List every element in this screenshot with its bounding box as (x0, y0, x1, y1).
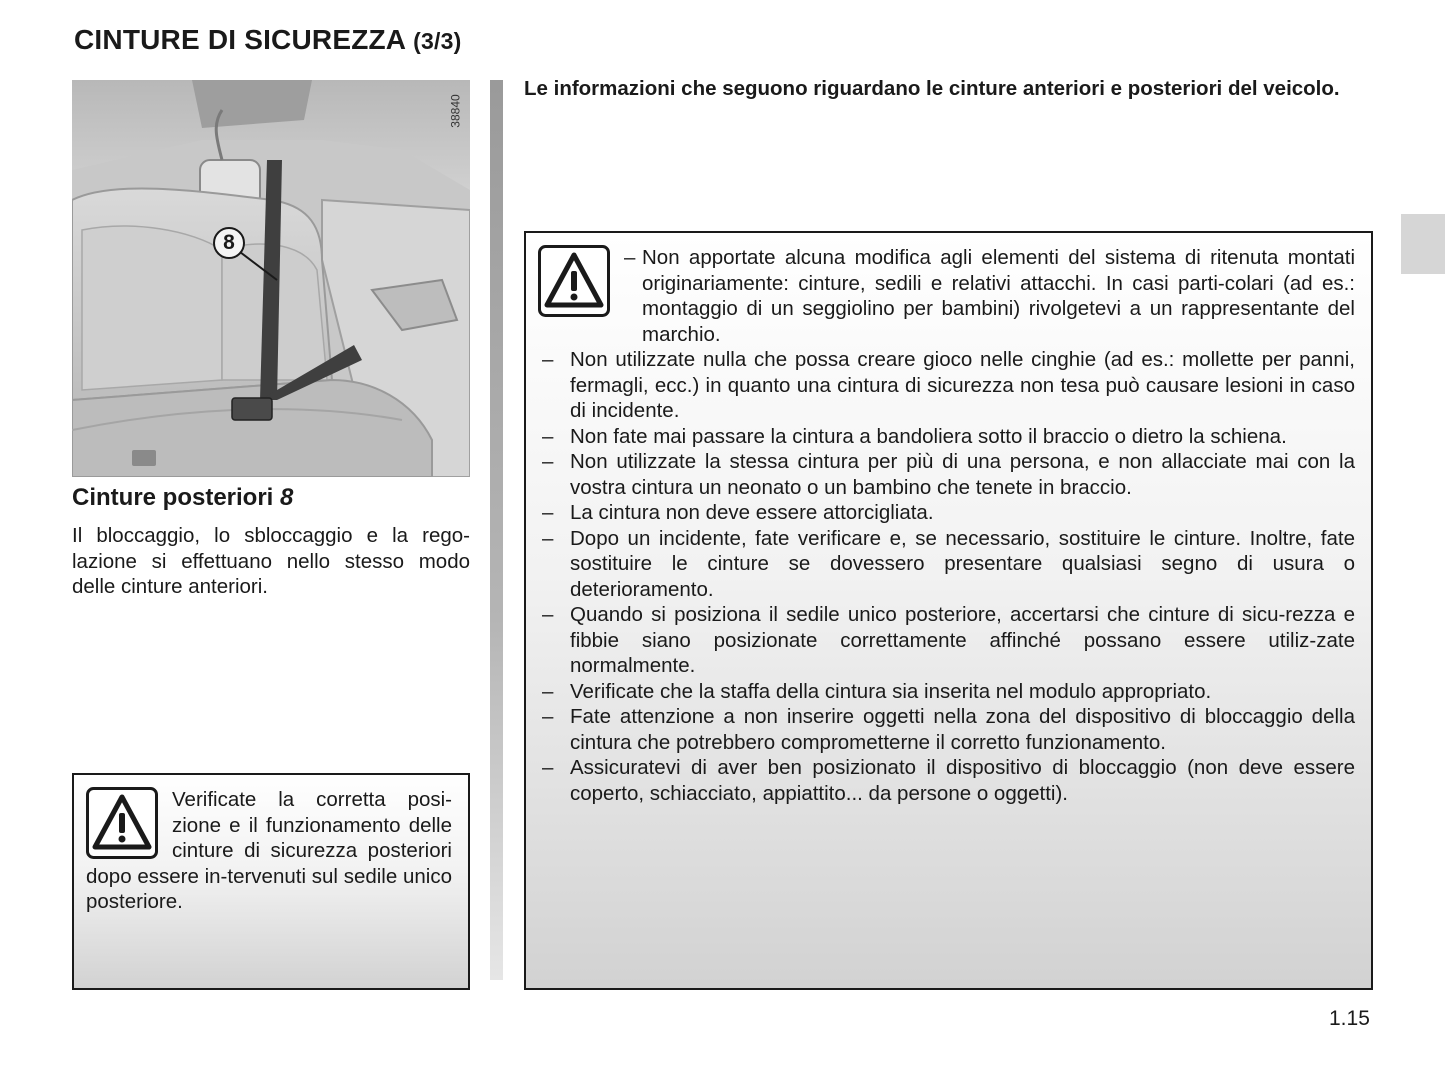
page-number: 1.15 (1329, 1007, 1370, 1030)
section-heading-text: Cinture posteriori (72, 484, 274, 511)
warning-item (538, 347, 1355, 424)
warning-item (538, 526, 1355, 603)
section-heading (72, 484, 293, 512)
column-divider (490, 80, 503, 980)
warning-item (538, 755, 1355, 806)
warning-item (538, 449, 1355, 500)
warning-item-text: Verificate che la staffa della cintura sia inserita nel modulo appropriato. (570, 679, 1212, 703)
figure-code-text: 38840 (449, 94, 463, 128)
warning-triangle-icon (538, 245, 610, 317)
intro-text: Le informazioni che seguono riguardano le cinture anteriori e posteriori del veicolo. (524, 77, 1340, 100)
page-title (74, 24, 461, 56)
warning-item (538, 602, 1355, 679)
warning-item (538, 500, 1355, 526)
list-dash: – (542, 450, 554, 473)
page-title-text: CINTURE DI SICUREZZA (74, 24, 406, 55)
section-heading-ref: 8 (280, 484, 294, 511)
list-dash: – (542, 603, 554, 626)
callout-8: 8 (213, 227, 245, 259)
section-body: Il bloccaggio, lo sbloccaggio e la rego-lazione si effettuano nello stesso modo delle cinture anteriori. (72, 524, 470, 598)
page-title-suffix: (3/3) (413, 28, 462, 54)
list-dash: – (542, 679, 554, 703)
warning-item-text: Non fate mai passare la cintura a bandoliera sotto il braccio o dietro la schiena. (570, 424, 1287, 448)
warning-triangle-icon (86, 787, 158, 859)
warning-item-text: Fate attenzione a non inserire oggetti nella zona del dispositivo di bloccaggio della cintura che potrebbero comprometterne il corretto funzionamento. (570, 705, 1355, 754)
chapter-side-tab (1401, 214, 1445, 274)
warning-item (538, 704, 1355, 755)
rear-seat-belt-illustration (72, 80, 470, 477)
warning-item-text: Non utilizzate nulla che possa creare gioco nelle cinghie (ad es.: mollette per panni, fermagli, ecc.) in quanto una cintura di sicurezza non tesa può causare lesioni in caso di incidente. (570, 348, 1355, 422)
figure-code (443, 86, 469, 136)
warning-item (538, 424, 1355, 450)
warning-item-text: La cintura non deve essere attorcigliata. (570, 501, 934, 524)
warning-list (538, 245, 1355, 806)
warning-box-left (72, 773, 470, 990)
warning-item-text: Assicuratevi di aver ben posizionato il dispositivo di bloccaggio (non deve essere coperto, schiacciato, appiattito... da persone o oggetti). (570, 756, 1355, 805)
list-dash: – (542, 348, 554, 371)
list-dash: – (542, 501, 554, 524)
list-dash: – (542, 424, 554, 448)
list-dash: – (542, 526, 554, 550)
rear-seat-belt-photo (72, 80, 470, 477)
warning-item (624, 245, 1355, 347)
warning-item-text: Dopo un incidente, fate verificare e, se necessario, sostituire le cinture. Inoltre, fate sostituire le cinture se dovessero presentare qualsiasi segno di usura o deterioramento. (570, 526, 1355, 601)
warning-item-text: Non utilizzate la stessa cintura per più di una persona, e non allacciate mai con la vostra cintura un neonato o un bambino che tenete in braccio. (570, 450, 1355, 499)
list-dash: – (542, 756, 554, 779)
warning-left-text: Verificate la corretta posi-zione e il funzionamento delle cinture di sicurezza posteriori dopo essere in-tervenuti sul sedile unico posteriore. (86, 788, 452, 913)
warning-box-right (524, 231, 1373, 990)
list-dash: – (624, 246, 636, 269)
warning-item-text: Non apportate alcuna modifica agli elementi del sistema di ritenuta montati originariamente: cinture, sedili e relativi attacchi. In casi parti-colari (ad es.: montaggio di un seggiolino per bambini) rivolgetevi a un rappresentante del marchio. (642, 246, 1355, 346)
warning-item (538, 679, 1355, 705)
list-dash: – (542, 705, 554, 728)
warning-item-text: Quando si posiziona il sedile unico posteriore, accertarsi che cinture di sicu-rezza e fibbie siano posizionate correttamente affinché possano essere utiliz-zate normalmente. (570, 603, 1355, 677)
